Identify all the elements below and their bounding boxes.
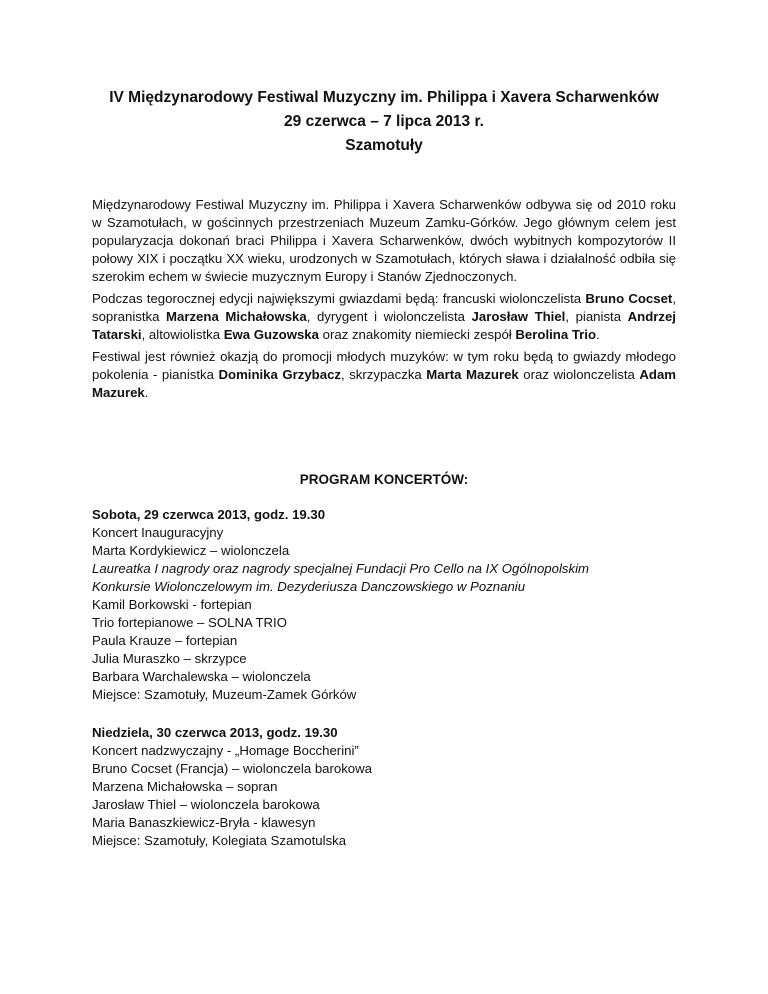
festival-title: IV Międzynarodowy Festiwal Muzyczny im. Philippa i Xavera Scharwenków: [109, 89, 659, 106]
concert-line: Julia Muraszko – skrzypce: [92, 651, 247, 666]
text: Festiwal jest również okazją do promocji młodych muzyków: w tym roku będą to gwiazdy młodego pokolenia - pianistka: [92, 349, 676, 382]
festival-dates: 29 czerwca – 7 lipca 2013 r.: [284, 113, 484, 130]
intro-paragraph-1: Międzynarodowy Festiwal Muzyczny im. Philippa i Xavera Scharwenków odbywa się od 2010 roku w Szamotułach, w gościnnych przestrzeniach Muzeum Zamku-Górków. Jego głównym celem jest popularyzacja dokonań braci Philippa i Xavera Scharwenków, dwóch wybitnych kompozytorów II połowy XIX i początku XX wieku, urodzonych w Szamotułach, których sława i działalność odbiła się szerokim echem w świecie muzycznym Europy i Stanów Zjednoczonych.: [92, 197, 676, 284]
text: , pianista: [565, 309, 628, 324]
concert-line: Jarosław Thiel – wiolonczela barokowa: [92, 797, 320, 812]
concert-2: [92, 724, 692, 850]
concert-line: Trio fortepianowe – SOLNA TRIO: [92, 615, 287, 630]
artist-name: Andrzej Tatarski: [92, 309, 676, 342]
text: , sopranistka: [92, 291, 676, 324]
concert-line: Koncert nadzwyczajny - „Homage Boccherini”: [92, 743, 359, 758]
concert-line: Bruno Cocset (Francja) – wiolonczela barokowa: [92, 761, 372, 776]
document-header: [40, 86, 728, 158]
artist-name: Ewa Guzowska: [223, 327, 319, 342]
concert-line: Koncert Inauguracyjny: [92, 525, 224, 540]
artist-name: Bruno Cocset: [585, 291, 673, 306]
concert-1: [92, 506, 692, 704]
text: oraz znakomity niemiecki zespół: [318, 327, 516, 342]
festival-location: Szamotuły: [345, 137, 423, 154]
intro-paragraph-3: [92, 348, 676, 402]
concert-line: Kamil Borkowski - fortepian: [92, 597, 252, 612]
text: oraz wiolonczelista: [518, 367, 640, 382]
text: .: [144, 385, 149, 400]
artist-name: Jarosław Thiel: [471, 309, 566, 324]
concert-location: Miejsce: Szamotuły, Kolegiata Szamotulska: [92, 833, 347, 848]
intro-paragraph-2: [92, 290, 676, 344]
concert-line: Marta Kordykiewicz – wiolonczela: [92, 543, 290, 558]
text: .: [596, 327, 600, 342]
concert-heading: Sobota, 29 czerwca 2013, godz. 19.30: [92, 507, 326, 522]
artist-name: Marta Mazurek: [426, 367, 519, 382]
artist-name: Berolina Trio: [515, 327, 597, 342]
artist-name: Adam Mazurek: [92, 367, 677, 400]
concert-line: Maria Banaszkiewicz-Bryła - klawesyn: [92, 815, 316, 830]
concert-heading: Niedziela, 30 czerwca 2013, godz. 19.30: [92, 725, 338, 740]
program-title: PROGRAM KONCERTÓW:: [299, 472, 469, 487]
concert-line: Barbara Warchalewska – wiolonczela: [92, 669, 311, 684]
concert-line: Laureatka I nagrody oraz nagrody specjalnej Fundacji Pro Cello na IX Ogólnopolskim: [92, 561, 590, 576]
artist-name: Dominika Grzybacz: [218, 367, 342, 382]
text: , skrzypaczka: [341, 367, 427, 382]
artist-name: Marzena Michałowska: [166, 309, 307, 324]
text: , altowiolistka: [141, 327, 224, 342]
text: Podczas tegorocznej edycji największymi gwiazdami będą: francuski wiolonczelista: [92, 291, 586, 306]
intro-section: [92, 196, 676, 406]
concert-location: Miejsce: Szamotuły, Muzeum-Zamek Górków: [92, 687, 357, 702]
concert-line: Konkursie Wiolonczelowym im. Dezyderiusza Danczowskiego w Poznaniu: [92, 579, 526, 594]
text: , dyrygent i wiolonczelista: [306, 309, 472, 324]
concert-line: Marzena Michałowska – sopran: [92, 779, 278, 794]
concert-line: Paula Krauze – fortepian: [92, 633, 238, 648]
